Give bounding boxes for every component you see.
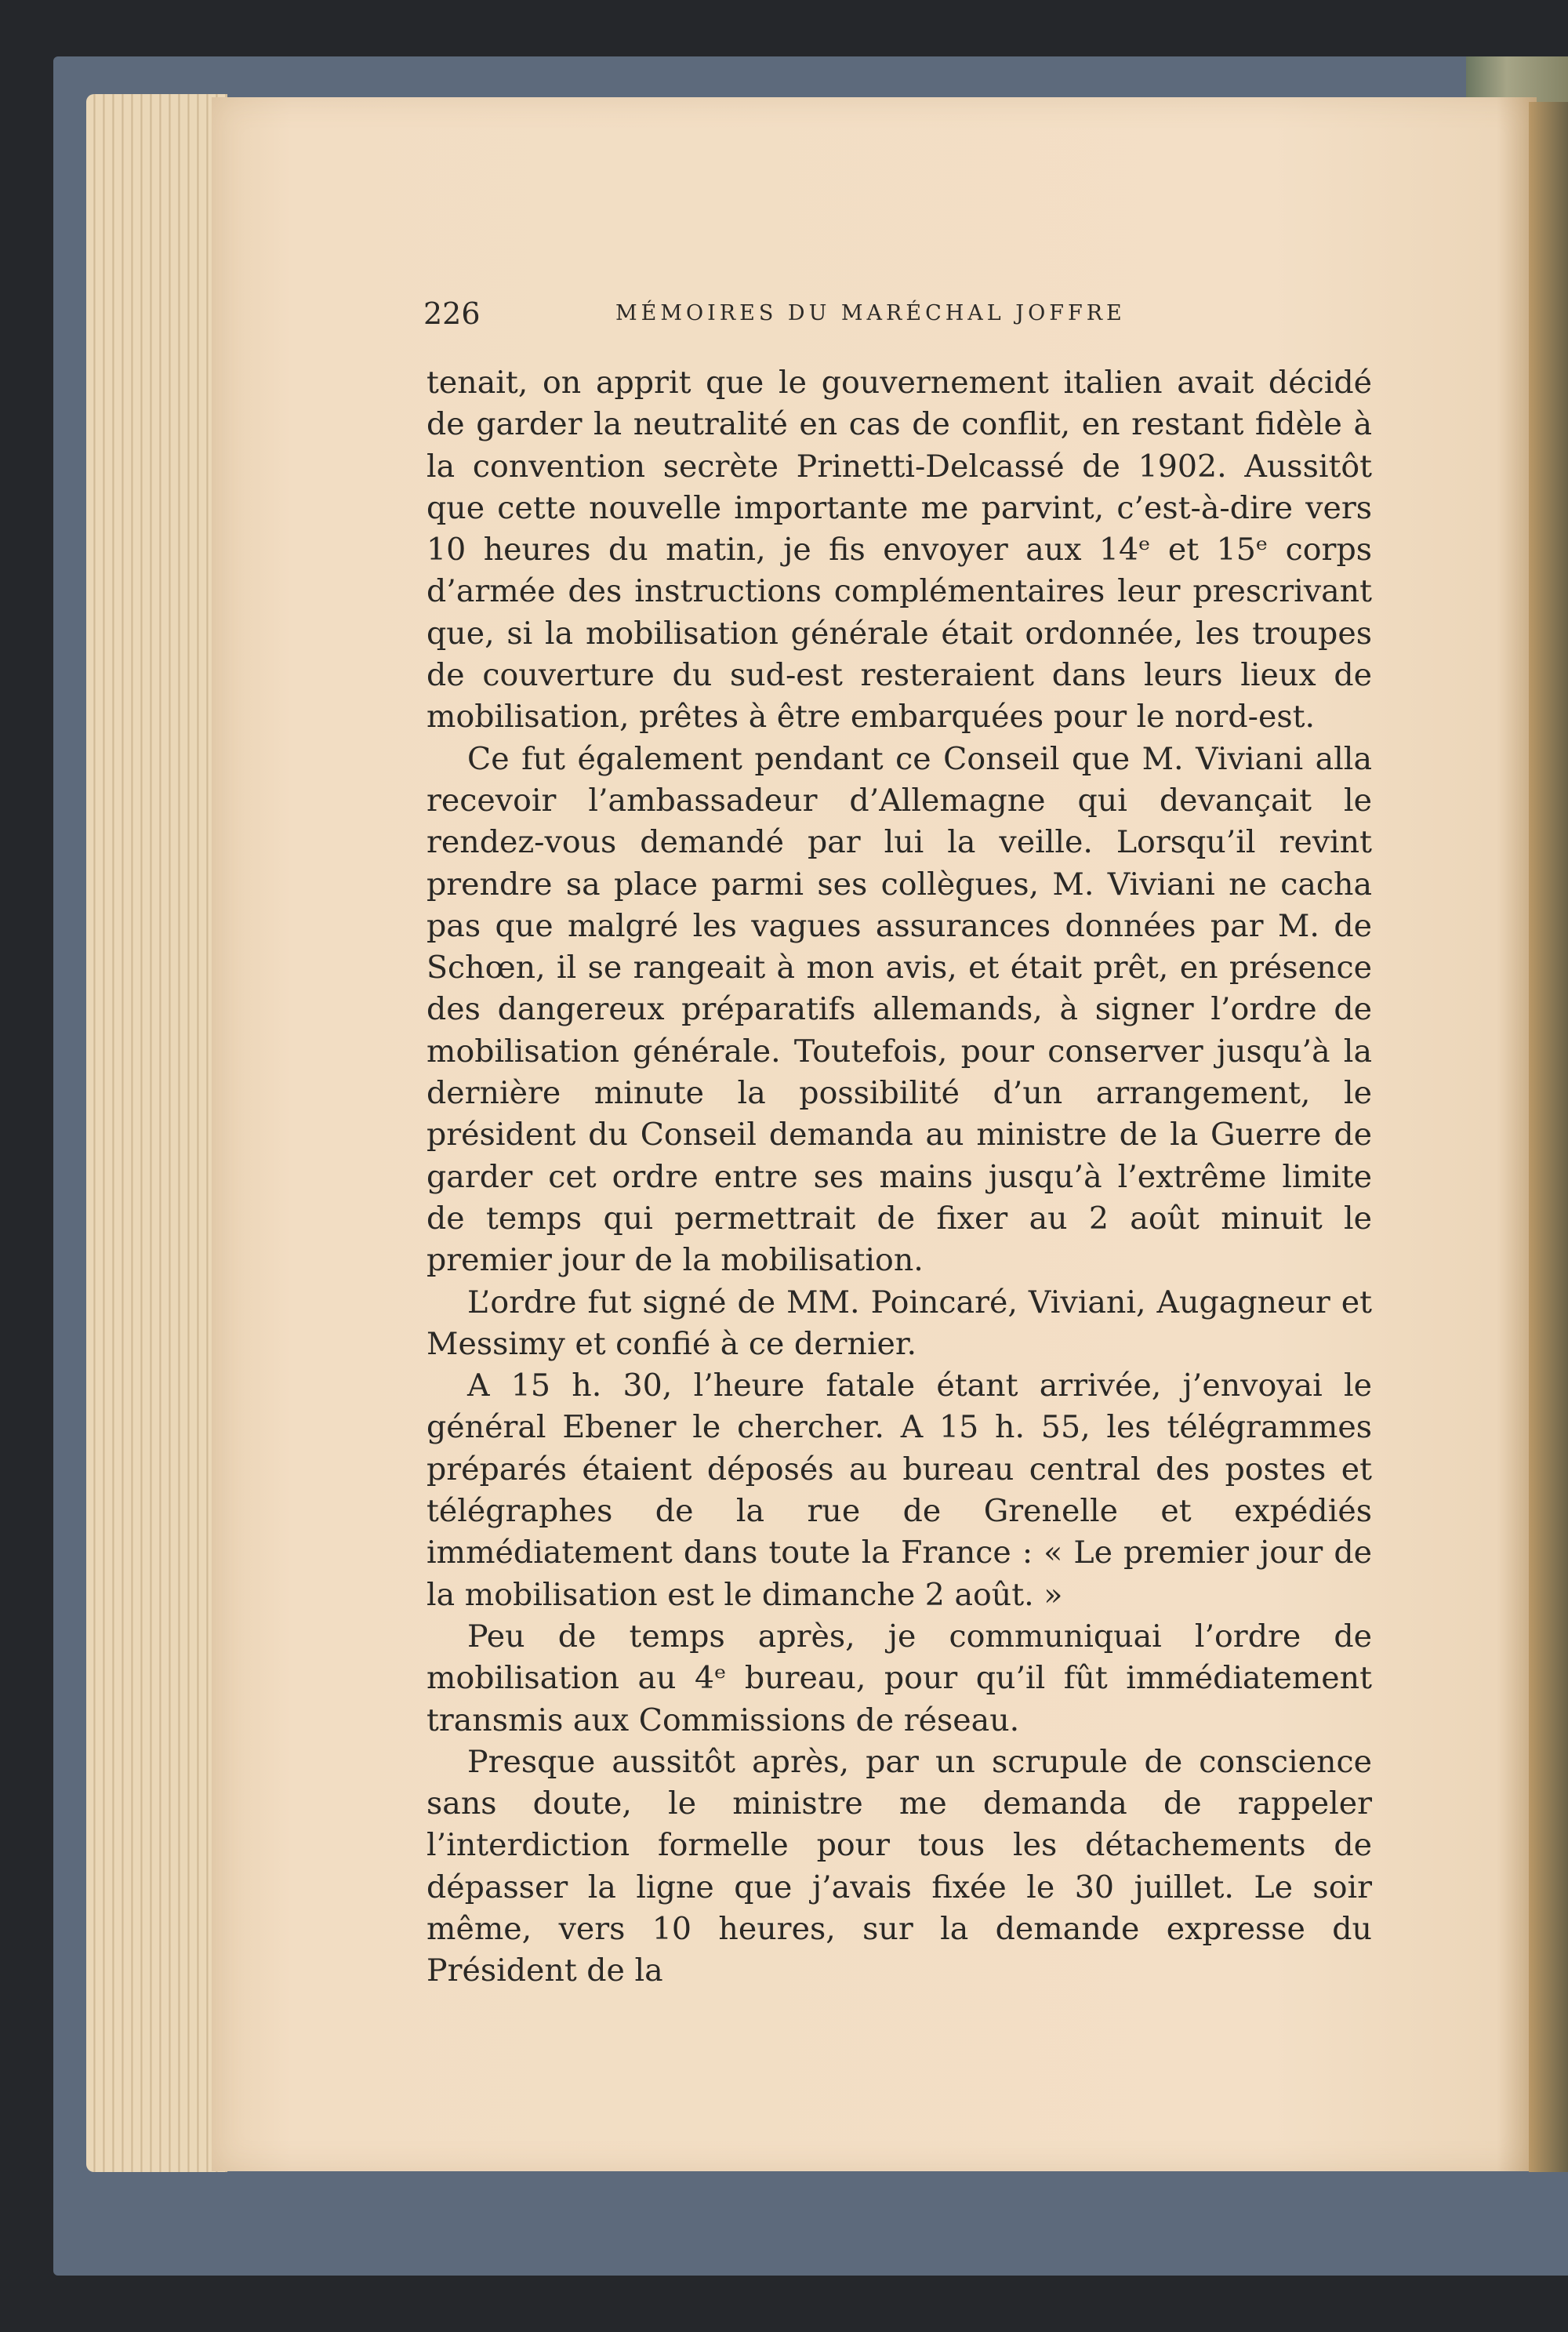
page-number: 226 — [423, 296, 481, 331]
page-stack-edges — [86, 94, 227, 2172]
running-head-title: MÉMOIRES DU MARÉCHAL JOFFRE — [615, 301, 1126, 325]
paragraph: Presque aussitôt après, par un scrupule de conscience sans doute, le ministre me demanda de rappeler l’interdiction formelle pour tous les détachements de dépasser la ligne que j’avais fixée le 30 juillet. Le soir même, vers 10 heures, sur la demande expresse du Président de la — [426, 1743, 1372, 1989]
paragraph: A 15 h. 30, l’heure fatale étant arrivée, j’envoyai le général Ebener le chercher. A 15 h. 55, les télégrammes préparés étaient déposés au bureau central des postes et télégraphes de la rue de Grenelle et expédiés immédiatement dans toute la France : « Le premier jour de la mobilisation est le dimanche 2 août. » — [426, 1368, 1372, 1613]
paragraph: Ce fut également pendant ce Conseil que M. Viviani alla recevoir l’ambassadeur d’Allemagne qui devançait le rendez-vous demandé par lui la veille. Lorsqu’il revint prendre sa place parmi ses collègues, M. Viviani ne cacha pas que malgré les vagues assurances données par M. de Schœn, il se rangeait à mon avis, et était prêt, en présence des dangereux préparatifs allemands, à signer l’ordre de mobilisation générale. Toutefois, pour conserver jusqu’à la dernière minute la possibilité d’un arrangement, le président du Conseil demanda au ministre de la Guerre de garder cet ordre entre ses mains jusqu’à l’extrême limite de temps qui permettrait de fixer au 2 août minuit le premier jour de la mobilisation. — [426, 740, 1372, 1279]
running-head — [423, 296, 1380, 336]
paragraph: L’ordre fut signé de MM. Poincaré, Viviani, Augagneur et Messimy et confié à ce dernier. — [426, 1284, 1372, 1362]
body-text — [426, 362, 1372, 1992]
page-gutter — [1529, 102, 1568, 2172]
paragraph: Peu de temps après, je communiquai l’ordre de mobilisation au 4ᵉ bureau, pour qu’il fût immédiatement transmis aux Commissions de réseau. — [426, 1618, 1372, 1738]
paragraph: tenait, on apprit que le gouvernement italien avait décidé de garder la neutralité en cas de conflit, en restant fidèle à la convention secrète Prinetti-Delcassé de 1902. Aussitôt que cette nouvelle importante me parvint, c’est-à-dire vers 10 heures du matin, je fis envoyer aux 14ᵉ et 15ᵉ corps d’armée des instructions complémentaires leur prescrivant que, si la mobilisation générale était ordonnée, les troupes de couverture du sud-est resteraient dans leurs lieux de mobilisation, prêtes à être embarquées pour le nord-est. — [426, 365, 1372, 736]
